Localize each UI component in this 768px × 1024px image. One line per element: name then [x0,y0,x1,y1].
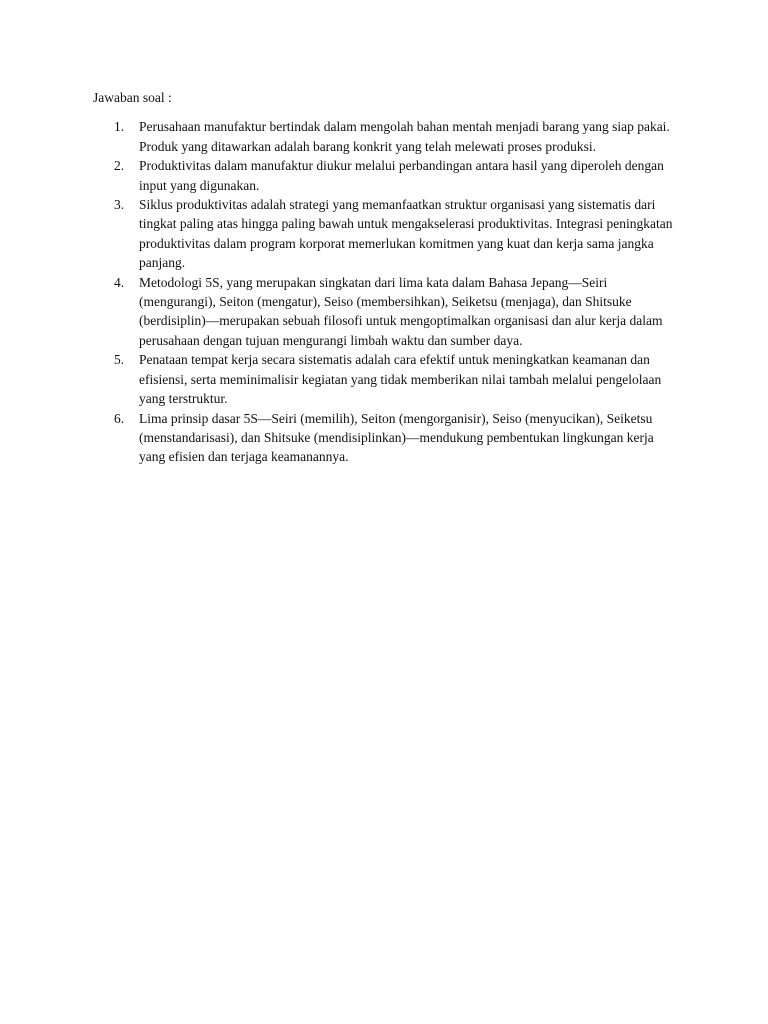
list-item-text: Produktivitas dalam manufaktur diukur melalui perbandingan antara hasil yang diperoleh dengan input yang digunakan. [139,158,664,193]
document-heading: Jawaban soal : [93,90,172,105]
list-item-number: 6. [114,410,125,426]
list-item-number: 4. [114,274,125,290]
list-item-number: 1. [114,119,125,135]
list-item-text: Metodologi 5S, yang merupakan singkatan dari lima kata dalam Bahasa Jepang—Seiri (mengurangi), Seiton (mengatur), Seiso (membersihkan), Seiketsu (menjaga), dan Shitsuke (berdisiplin)—merupakan sebuah filosofi untuk mengoptimalkan organisasi dan alur kerja dalam perusahaan dengan tujuan mengurangi limbah waktu dan sumber daya. [139,274,663,348]
list-item [93,117,683,156]
list-item-number: 3. [114,197,125,213]
list-item-text: Perusahaan manufaktur bertindak dalam mengolah bahan mentah menjadi barang yang siap pakai. Produk yang ditawarkan adalah barang konkrit yang telah melewati proses produksi. [139,119,670,154]
list-item-text: Lima prinsip dasar 5S—Seiri (memilih), Seiton (mengorganisir), Seiso (menyucikan), Seiketsu (menstandarisasi), dan Shitsuke (mendisiplinkan)—mendukung pembentukan lingkungan kerja yang efisien dan terjaga keamanannya. [139,410,654,465]
list-item [93,156,683,195]
list-item [93,273,683,351]
list-item-number: 2. [114,158,125,174]
list-item [93,195,683,273]
list-item [93,409,683,467]
list-item [93,350,683,408]
list-item-text: Siklus produktivitas adalah strategi yang memanfaatkan struktur organisasi yang sistematis dari tingkat paling atas hingga paling bawah untuk mengakselerasi produktivitas. Integrasi peningkatan produktivitas dalam program korporat memerlukan komitmen yang kuat dan kerja sama jangka panjang. [139,197,673,271]
document-body [93,88,683,467]
answer-list [93,117,683,466]
list-item-text: Penataan tempat kerja secara sistematis adalah cara efektif untuk meningkatkan keamanan dan efisiensi, serta meminimalisir kegiatan yang tidak memberikan nilai tambah melalui pengelolaan yang terstruktur. [139,352,662,407]
list-item-number: 5. [114,352,125,368]
